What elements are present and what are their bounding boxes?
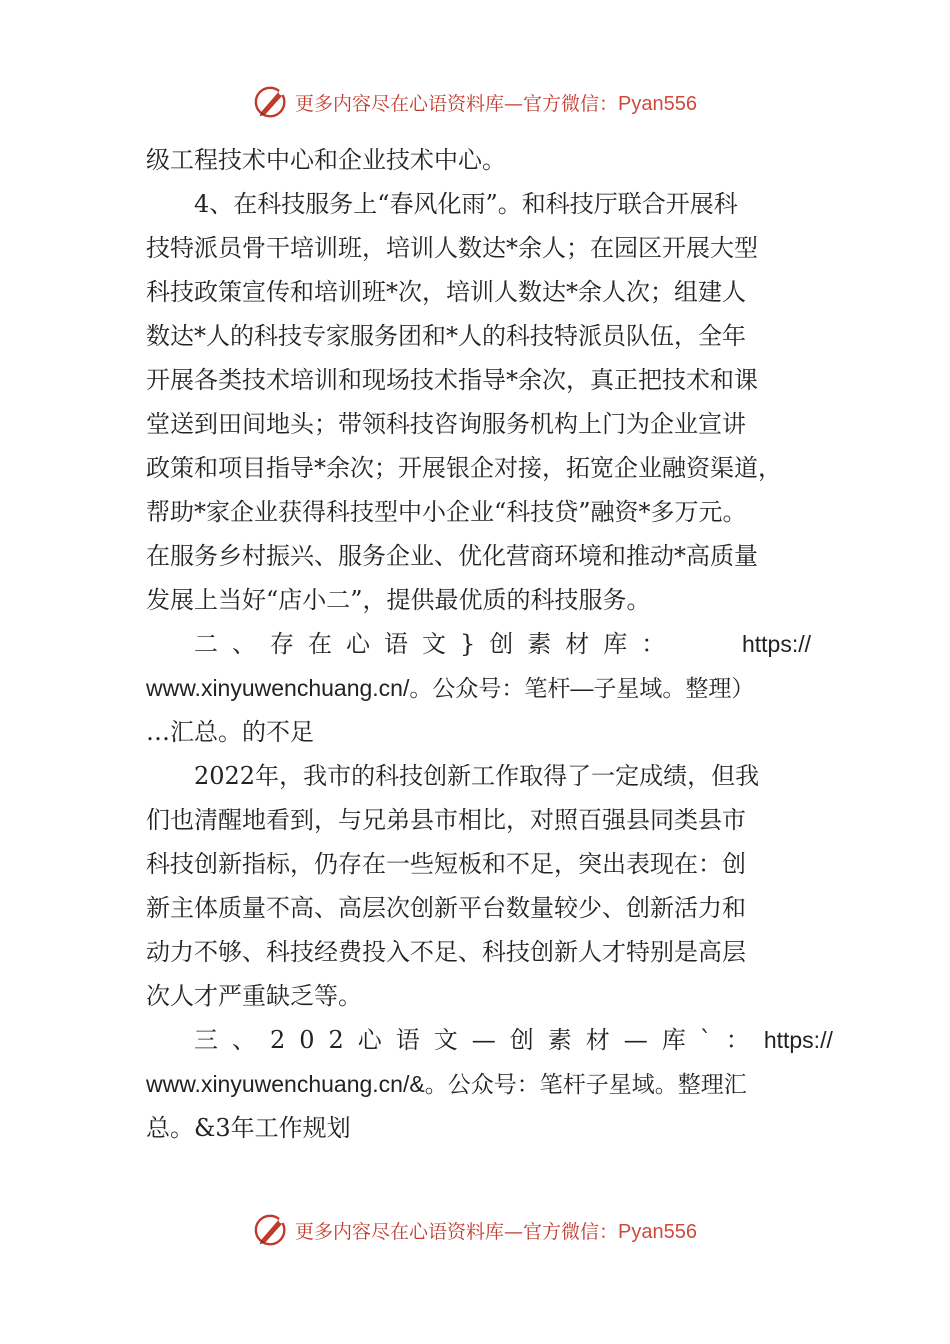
banner-brand: 更多内容尽在心语资料库 xyxy=(295,92,505,115)
text-line: 科技政策宣传和培训班*次，培训人数达*余人次；组建人 xyxy=(146,278,746,306)
section-heading-text: 二、存在心语文}创素材库： xyxy=(194,630,680,658)
section-heading-url: https:// xyxy=(741,631,811,657)
text-line: 帮助*家企业获得科技型中小企业“科技贷”融资*多万元。 xyxy=(146,498,747,526)
banner-separator: — xyxy=(504,1220,524,1243)
banner-contact: 官方微信： xyxy=(523,92,619,115)
text-line: 2022年，我市的科技创新工作取得了一定成绩，但我 xyxy=(194,762,760,790)
text-line: www.xinyuwenchuang.cn/。公众号：笔杆—子星域。整理） xyxy=(146,675,755,701)
text-line: 政策和项目指导*余次；开展银企对接，拓宽企业融资渠道， xyxy=(146,454,782,482)
text-line: 开展各类技术培训和现场技术指导*余次，真正把技术和课 xyxy=(146,366,758,394)
banner-wechat: Pyan556 xyxy=(618,92,697,115)
section-heading-text: 三、202心语文—创素材—库`： xyxy=(194,1026,764,1054)
text-line: 总。&3年工作规划 xyxy=(146,1114,351,1142)
document-body xyxy=(146,138,833,1150)
text-line: 堂送到田间地头；带领科技咨询服务机构上门为企业宣讲 xyxy=(146,410,746,438)
text-line: …汇总。的不足 xyxy=(146,718,314,746)
text-line: 4、在科技服务上“春风化雨”。和科技厅联合开展科 xyxy=(194,190,738,218)
banner-contact: 官方微信： xyxy=(523,1220,619,1243)
text-line: 科技创新指标，仍存在一些短板和不足，突出表现在：创 xyxy=(146,850,746,878)
text-line: 动力不够、科技经费投入不足、科技创新人才特别是高层 xyxy=(146,938,746,966)
section-heading-url: https:// xyxy=(763,1027,833,1053)
banner-brand: 更多内容尽在心语资料库 xyxy=(295,1220,505,1243)
text-line: 数达*人的科技专家服务团和*人的科技特派员队伍，全年 xyxy=(146,322,746,350)
header-banner xyxy=(0,82,950,122)
text-line: 们也清醒地看到，与兄弟县市相比，对照百强县同类县市 xyxy=(146,806,746,834)
pen-logo-icon xyxy=(253,83,291,121)
banner-text xyxy=(295,89,697,116)
section-heading xyxy=(146,1018,833,1062)
text-line: 新主体质量不高、高层次创新平台数量较少、创新活力和 xyxy=(146,894,746,922)
text-line: www.xinyuwenchuang.cn/&。公众号：笔杆子星域。整理汇 xyxy=(146,1071,747,1097)
text-line: 次人才严重缺乏等。 xyxy=(146,982,362,1010)
banner-separator: — xyxy=(504,92,524,115)
banner-wechat: Pyan556 xyxy=(618,1220,697,1243)
footer-banner xyxy=(0,1210,950,1250)
text-line: 级工程技术中心和企业技术中心。 xyxy=(146,146,506,174)
text-line: 发展上当好“店小二”，提供最优质的科技服务。 xyxy=(146,586,651,614)
text-line: 在服务乡村振兴、服务企业、优化营商环境和推动*高质量 xyxy=(146,542,758,570)
section-heading xyxy=(146,622,811,666)
pen-logo-icon xyxy=(253,1211,291,1249)
text-line: 技特派员骨干培训班，培训人数达*余人；在园区开展大型 xyxy=(146,234,758,262)
banner-text xyxy=(295,1217,697,1244)
